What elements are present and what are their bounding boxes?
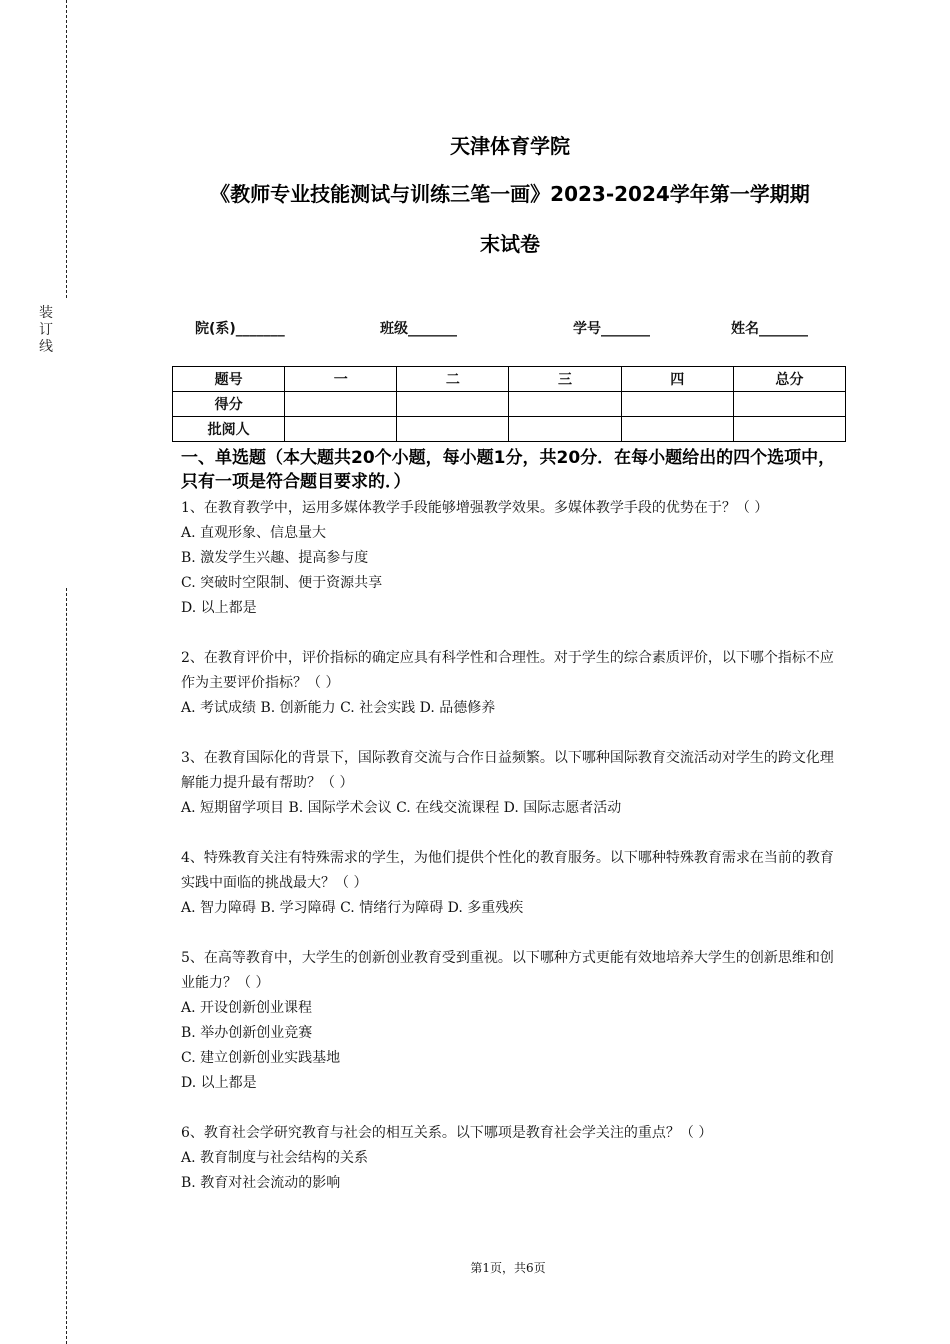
- question-stem: 2、在教育评价中，评价指标的确定应具有科学性和合理性。对于学生的综合素质评价，以下哪个指标不应作为主要评价指标？（ ）: [181, 650, 834, 691]
- option-d: D. 以上都是: [181, 600, 257, 616]
- exam-title-line1: 《教师专业技能测试与训练三笔一画》2023-2024学年第一学期期: [210, 182, 810, 206]
- options-line: A. 考试成绩 B. 创新能力 C. 社会实践 D. 品德修养: [181, 700, 496, 716]
- grader-input-cell: [285, 417, 397, 442]
- class-field: 班级_______: [380, 321, 457, 337]
- table-cell: 三: [509, 367, 621, 392]
- binding-dashed-line-bottom: [66, 588, 67, 1344]
- exam-title-line2: 末试卷: [480, 232, 540, 256]
- table-cell: 得分: [173, 392, 285, 417]
- question-5: [181, 946, 841, 1096]
- page-footer: 第1页，共6页: [470, 1261, 546, 1275]
- option-a: A. 开设创新创业课程: [181, 1000, 313, 1016]
- option-a: A. 直观形象、信息量大: [181, 525, 327, 541]
- student-id-field: 学号_______: [573, 321, 650, 337]
- score-input-cell: [397, 392, 509, 417]
- grader-input-cell: [621, 417, 733, 442]
- score-input-cell: [509, 392, 621, 417]
- question-stem: 4、特殊教育关注有特殊需求的学生，为他们提供个性化的教育服务。以下哪种特殊教育需求在当前的教育实践中面临的挑战最大？（ ）: [181, 850, 834, 891]
- option-c: C. 建立创新创业实践基地: [181, 1050, 341, 1066]
- score-table-row-grader: [173, 417, 846, 442]
- table-cell: 一: [285, 367, 397, 392]
- score-table-header-row: [173, 367, 846, 392]
- grader-input-cell: [733, 417, 845, 442]
- question-4: [181, 846, 841, 921]
- exam-content: [181, 446, 841, 1221]
- score-input-cell: [733, 392, 845, 417]
- question-6: [181, 1121, 841, 1196]
- score-input-cell: [621, 392, 733, 417]
- option-a: A. 教育制度与社会结构的关系: [181, 1150, 369, 1166]
- options-line: A. 短期留学项目 B. 国际学术会议 C. 在线交流课程 D. 国际志愿者活动: [181, 800, 622, 816]
- table-cell: 四: [621, 367, 733, 392]
- question-stem: 1、在教育教学中，运用多媒体教学手段能够增强教学效果。多媒体教学手段的优势在于？（ ）: [181, 500, 769, 516]
- question-1: [181, 496, 841, 621]
- question-stem: 3、在教育国际化的背景下，国际教育交流与合作日益频繁。以下哪种国际教育交流活动对学生的跨文化理解能力提升最有帮助？（ ）: [181, 750, 834, 791]
- section-heading: 一、单选题（本大题共20个小题，每小题1分，共20分．在每小题给出的四个选项中，只有一项是符合题目要求的．）: [181, 448, 836, 492]
- table-cell: 题号: [173, 367, 285, 392]
- table-cell: 总分: [733, 367, 845, 392]
- question-3: [181, 746, 841, 821]
- score-table-row-score: [173, 392, 846, 417]
- binding-dashed-line-top: [66, 0, 67, 298]
- grader-input-cell: [397, 417, 509, 442]
- options-line: A. 智力障碍 B. 学习障碍 C. 情绪行为障碍 D. 多重残疾: [181, 900, 524, 916]
- school-name: 天津体育学院: [450, 134, 570, 158]
- grader-input-cell: [509, 417, 621, 442]
- department-field: 院(系)_______: [195, 321, 285, 337]
- question-2: [181, 646, 841, 721]
- option-b: B. 激发学生兴趣、提高参与度: [181, 550, 369, 566]
- name-field: 姓名_______: [731, 321, 808, 337]
- option-d: D. 以上都是: [181, 1075, 257, 1091]
- option-b: B. 教育对社会流动的影响: [181, 1175, 341, 1191]
- score-table: [172, 366, 846, 442]
- question-stem: 6、教育社会学研究教育与社会的相互关系。以下哪项是教育社会学关注的重点？（ ）: [181, 1125, 713, 1141]
- table-cell: 批阅人: [173, 417, 285, 442]
- student-info-row: [195, 318, 835, 342]
- question-stem: 5、在高等教育中，大学生的创新创业教育受到重视。以下哪种方式更能有效地培养大学生的创新思维和创业能力？（ ）: [181, 950, 834, 991]
- table-cell: 二: [397, 367, 509, 392]
- option-b: B. 举办创新创业竞赛: [181, 1025, 313, 1041]
- score-input-cell: [285, 392, 397, 417]
- option-c: C. 突破时空限制、便于资源共享: [181, 575, 383, 591]
- binding-label: 装订线: [39, 305, 53, 355]
